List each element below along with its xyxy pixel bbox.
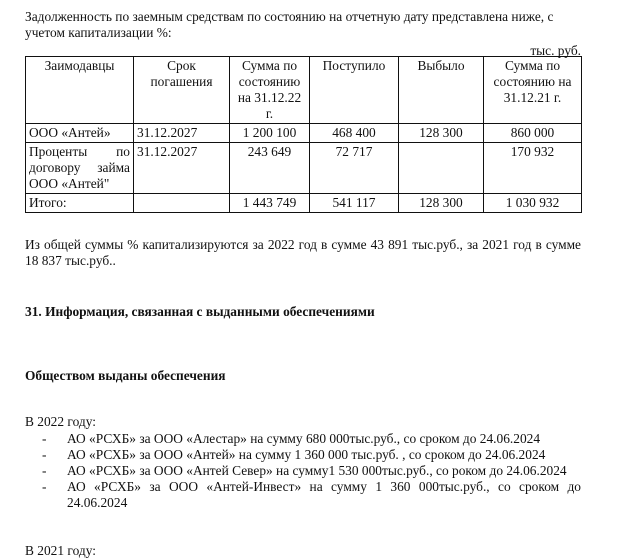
- list-item: [25, 463, 581, 479]
- table-total-row: [26, 194, 582, 213]
- loans-table: [25, 56, 582, 213]
- header-term: Срок погашения: [134, 57, 230, 124]
- guarantee-text: АО «РСХБ» за ООО «Алестар» на сумму 680 000тыс.руб., со сроком до 24.06.2024: [67, 431, 541, 446]
- bullet-dash: -: [42, 447, 47, 462]
- cell-received: 72 717: [310, 143, 399, 194]
- table-row: [26, 124, 582, 143]
- cell-retired: 128 300: [399, 194, 484, 213]
- header-sum-2022: Сумма по состоянию на 31.12.22 г.: [230, 57, 310, 124]
- bullet-dash: -: [42, 463, 47, 478]
- capitalization-note: Из общей суммы % капитализируются за 2022 год в сумме 43 891 тыс.руб., за 2021 год в сумме 18 837 тыс.руб..: [25, 237, 581, 268]
- guarantee-text: АО «РСХБ» за ООО «Антей Север» на сумму1 530 000тыс.руб., со роком до 24.06.2024: [67, 463, 567, 478]
- subsection-title: Обществом выданы обеспечения: [25, 368, 226, 383]
- year-label: В 2022 году:: [25, 414, 96, 429]
- header-lender: Заимодавцы: [26, 57, 134, 124]
- cell-term: 31.12.2027: [134, 143, 230, 194]
- section-title: 31. Информация, связанная с выданными обеспечениями: [25, 304, 375, 319]
- list-item: [25, 479, 581, 511]
- bullet-dash: -: [42, 431, 47, 446]
- cell-retired: [399, 143, 484, 194]
- cell-sum-2022: 243 649: [230, 143, 310, 194]
- cell-lender-line: договору займа: [29, 160, 130, 175]
- cell-term: [134, 194, 230, 213]
- next-year-label: В 2021 году:: [25, 543, 96, 558]
- cell-lender-line: Проценты по: [29, 144, 130, 159]
- cell-received: 468 400: [310, 124, 399, 143]
- cell-sum-2021: 860 000: [484, 124, 582, 143]
- cell-retired: 128 300: [399, 124, 484, 143]
- cell-lender-line: ООО «Антей": [29, 176, 110, 191]
- intro-paragraph: Задолженность по заемным средствам по состоянию на отчетную дату представлена ниже, с учетом капитализации %:: [25, 9, 554, 40]
- header-received: Поступило: [310, 57, 399, 124]
- cell-sum-2022: 1 443 749: [230, 194, 310, 213]
- bullet-dash: -: [42, 479, 47, 494]
- cell-sum-2021: 170 932: [484, 143, 582, 194]
- guarantees-list: [25, 431, 581, 511]
- units-label: тыс. руб.: [530, 43, 581, 58]
- table-header-row: [26, 57, 582, 124]
- list-item: [25, 431, 581, 447]
- cell-received: 541 117: [310, 194, 399, 213]
- cell-sum-2021: 1 030 932: [484, 194, 582, 213]
- header-retired: Выбыло: [399, 57, 484, 124]
- cell-lender: [26, 143, 134, 194]
- list-item: [25, 447, 581, 463]
- cell-term: 31.12.2027: [134, 124, 230, 143]
- cell-sum-2022: 1 200 100: [230, 124, 310, 143]
- guarantee-text: АО «РСХБ» за ООО «Антей» на сумму 1 360 000 тыс.руб. , со сроком до 24.06.2024: [67, 447, 546, 462]
- cell-lender: ООО «Антей»: [26, 124, 134, 143]
- table-row: [26, 143, 582, 194]
- guarantee-text: АО «РСХБ» за ООО «Антей-Инвест» на сумму 1 360 000тыс.руб., со сроком до 24.06.2024: [67, 479, 581, 510]
- header-sum-2021: Сумма по состоянию на 31.12.21 г.: [484, 57, 582, 124]
- cell-lender: Итого:: [26, 194, 134, 213]
